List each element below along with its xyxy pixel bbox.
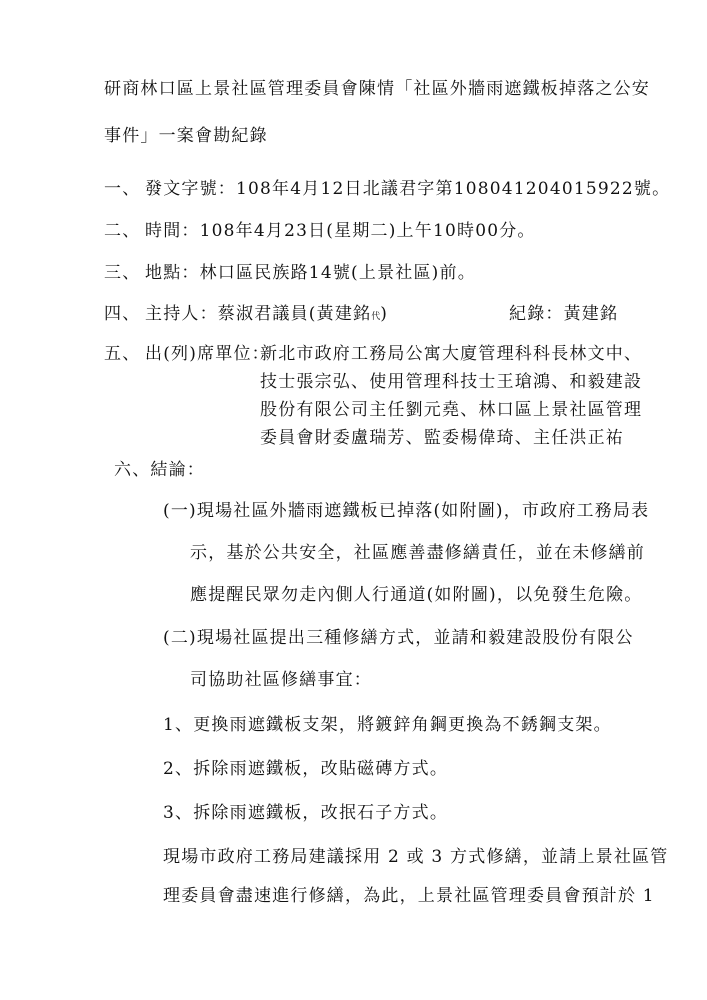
attendees-line: 新北市政府工務局公寓大廈管理科科長林文中、 (260, 344, 643, 364)
recorder-text: 紀錄：黃建銘 (509, 304, 619, 324)
host-name: 主持人：蔡淑君議員(黃建銘 (145, 304, 372, 324)
section-number: 三、 (104, 263, 141, 283)
conclusion-paragraph-2-line: 司協助社區修繕事宜： (190, 670, 372, 690)
attendees-label: 出(列)席單位： (145, 344, 270, 364)
document-title-line-1: 研商林口區上景社區管理委員會陳情「社區外牆雨遮鐵板掉落之公安 (104, 79, 650, 99)
host-close: ) (380, 304, 389, 324)
repair-option-item: 3、拆除雨遮鐵板，改抿石子方式。 (163, 803, 449, 823)
remark-line: 理委員會盡速進行修繕，為此，上景社區管理委員會預計於 1 (163, 886, 655, 906)
conclusion-paragraph-1-line: (一)現場社區外牆雨遮鐵板已掉落(如附圖)，市政府工務局表 (163, 501, 650, 521)
section-number: 二、 (104, 221, 141, 241)
section-conclusion-heading: 六、結論： (114, 460, 205, 480)
attendees-line: 技士張宗弘、使用管理科技士王瑲鴻、和毅建設 (260, 372, 643, 392)
section-number: 一、 (104, 179, 141, 199)
document-title-line-2: 事件」一案會勘紀錄 (104, 126, 268, 146)
host-text (145, 303, 388, 328)
section-text: 地點：林口區民族路14號(上景社區)前。 (145, 263, 476, 283)
section-text: 時間：108年4月23日(星期二)上午10時00分。 (145, 221, 536, 241)
conclusion-paragraph-2-line: (二)現場社區提出三種修繕方式，並請和毅建設股份有限公 (163, 628, 634, 648)
attendees-line: 股份有限公司主任劉元堯、林口區上景社區管理 (260, 400, 643, 420)
attendees-line: 委員會財委盧瑞芳、監委楊偉琦、主任洪正祐 (260, 428, 624, 448)
section-number: 四、 (104, 304, 141, 324)
host-suffix: 代 (371, 312, 381, 322)
repair-option-item: 2、拆除雨遮鐵板，改貼磁磚方式。 (163, 759, 449, 779)
conclusion-paragraph-1-line: 示，基於公共安全，社區應善盡修繕責任，並在未修繕前 (190, 543, 645, 563)
repair-option-item: 1、更換雨遮鐵板支架，將鍍鋅角鋼更換為不銹鋼支架。 (163, 715, 612, 735)
remark-line: 現場市政府工務局建議採用 2 或 3 方式修繕，並請上景社區管 (163, 847, 669, 867)
section-number: 五、 (104, 344, 141, 364)
conclusion-paragraph-1-line: 應提醒民眾勿走內側人行通道(如附圖)，以免發生危險。 (190, 585, 643, 605)
section-text: 發文字號：108年4月12日北議君字第108041204015922號。 (145, 179, 671, 199)
